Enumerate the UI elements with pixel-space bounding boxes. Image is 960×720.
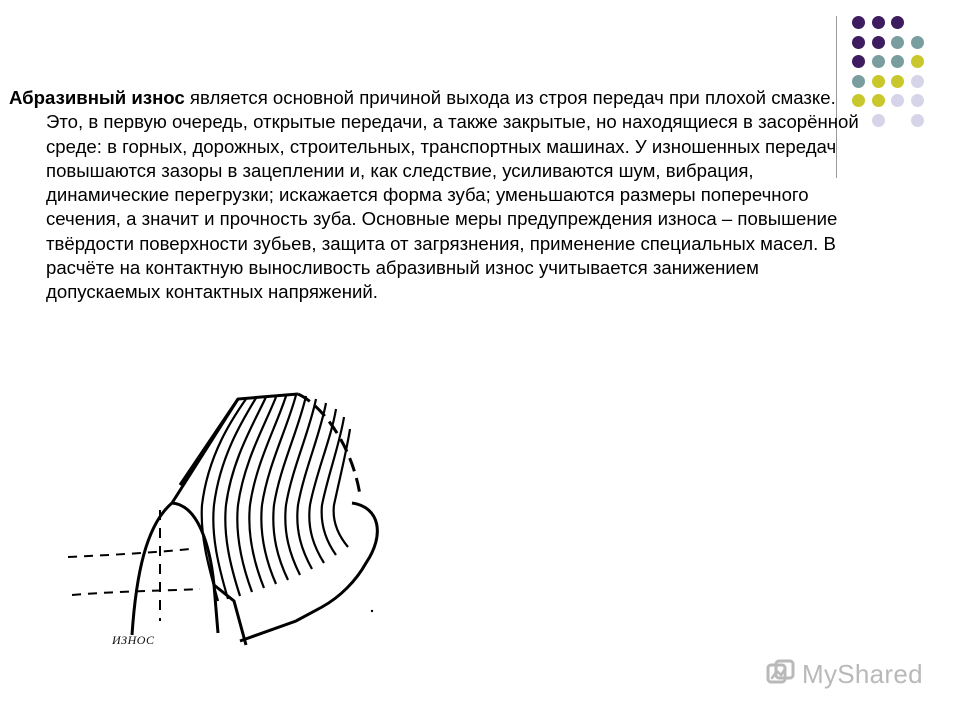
decorative-dot [911, 75, 924, 88]
decorative-dot [891, 16, 904, 29]
decorative-dot [891, 36, 904, 49]
gear-tooth-wear-diagram [60, 385, 400, 665]
decorative-dot [911, 114, 924, 127]
decorative-dot [852, 36, 865, 49]
watermark-text: MyShared [802, 658, 923, 689]
decorative-dot [891, 75, 904, 88]
decorative-dot [891, 94, 904, 107]
term-abrasive-wear: Абразивный износ [9, 87, 185, 108]
decorative-dot [852, 55, 865, 68]
decorative-dot [872, 16, 885, 29]
decorative-dot-grid [852, 16, 952, 156]
decorative-dot [872, 114, 885, 127]
decorative-dot [852, 16, 865, 29]
decorative-dot [872, 55, 885, 68]
decorative-dot [872, 36, 885, 49]
body-paragraph [9, 86, 866, 305]
myshared-logo-icon [766, 659, 796, 689]
decorative-dot [911, 55, 924, 68]
paragraph-text: является основной причиной выхода из строя передач при плохой смазке. Это, в первую очередь, открытые передачи, а также закрытые, но находящиеся в засорённой среде: в горных, дорожных, строительных, транспортных машинах. У изношенных передач повышаются зазоры в зацеплении и, как следствие, усиливаются шум, вибрация, динамические перегрузки; искажается форма зуба; уменьшаются размеры поперечного сечения, а значит и прочность зуба. Основные меры предупреждения износа – повышение твёрдости поверхности зубьев, защита от загрязнения, применение специальных масел. В расчёте на контактную выносливость абразивный износ учитывается занижением допускаемых контактных напряжений. [46, 87, 859, 303]
decorative-dot [891, 55, 904, 68]
watermark-myshared [766, 657, 936, 691]
decorative-dot [911, 94, 924, 107]
decorative-dot [872, 94, 885, 107]
figure-caption: ИЗНОС [112, 633, 155, 647]
decorative-dot [911, 36, 924, 49]
decorative-dot [872, 75, 885, 88]
